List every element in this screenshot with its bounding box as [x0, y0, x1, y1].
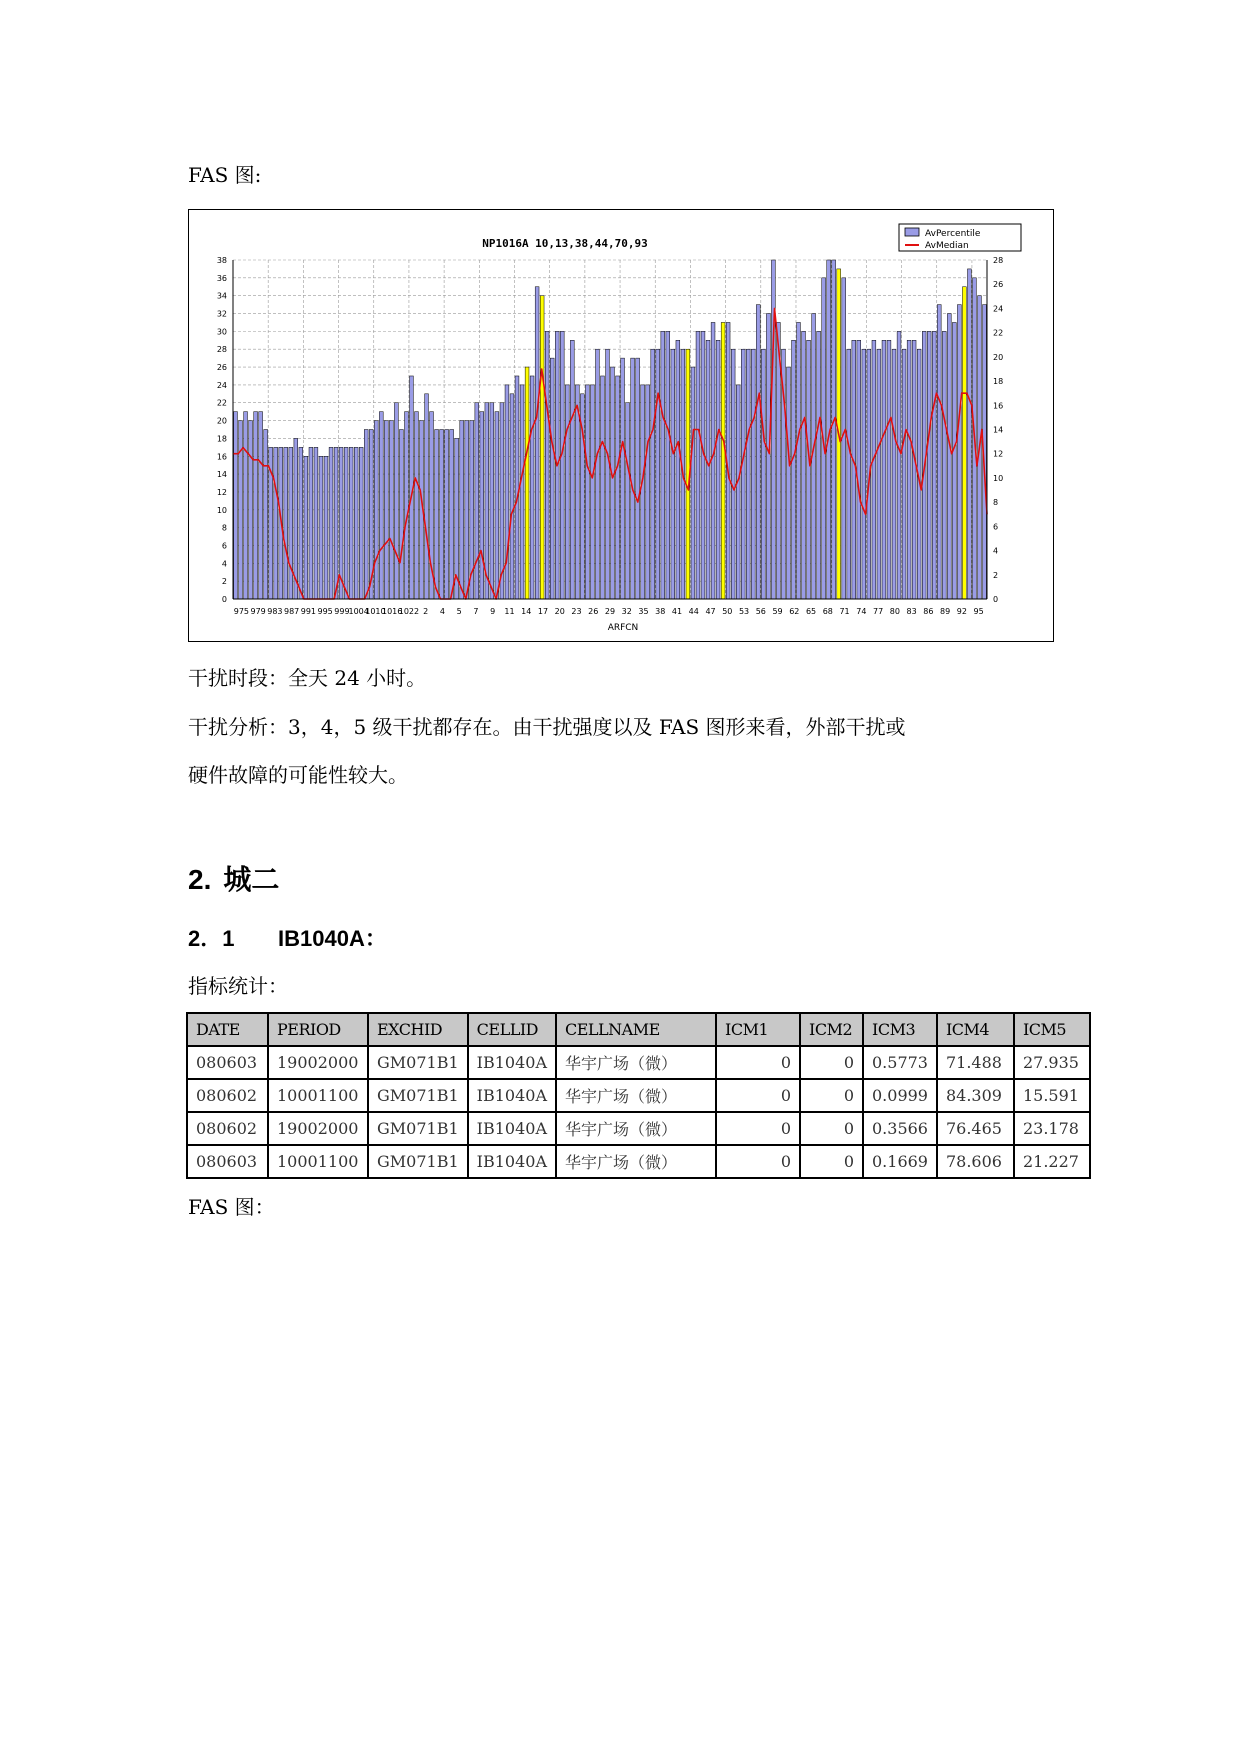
bar	[480, 412, 484, 599]
table-header-row	[187, 1013, 1090, 1046]
bar	[264, 430, 268, 600]
x-tick-label: 14	[521, 607, 532, 616]
y-tick-label-left: 10	[216, 505, 227, 515]
fas-chart-svg	[189, 210, 1053, 641]
legend-label-avpercentile: AvPercentile	[925, 229, 981, 239]
y-tick-label-left: 12	[216, 487, 227, 497]
bar	[631, 358, 635, 599]
bar	[802, 331, 806, 599]
y-tick-label-right: 28	[993, 256, 1004, 265]
x-tick-label: 7	[473, 607, 479, 616]
table-row	[187, 1112, 1090, 1145]
y-tick-label-left: 18	[216, 434, 227, 444]
cell-date: 080602	[187, 1079, 268, 1112]
bar	[530, 376, 534, 599]
bar	[852, 340, 856, 599]
cell-icm3: 0.3566	[863, 1112, 937, 1145]
bar	[535, 287, 539, 599]
x-tick-label: 56	[755, 607, 766, 616]
bar	[435, 430, 439, 600]
bar	[656, 349, 660, 599]
bar	[239, 421, 243, 599]
x-tick-label: 2	[423, 607, 429, 616]
x-tick-label: 17	[537, 607, 549, 616]
bar	[601, 376, 605, 599]
bar	[807, 340, 811, 599]
bar	[641, 385, 645, 599]
bar	[716, 340, 720, 599]
cell-date: 080603	[187, 1046, 268, 1079]
cell-cellid: IB1040A	[468, 1079, 556, 1112]
x-tick-label: 68	[822, 607, 833, 616]
y-tick-label-right: 4	[993, 546, 999, 556]
bar	[967, 269, 971, 599]
interference-period: 干扰时段：全天 24 小时。	[188, 666, 427, 690]
bar	[761, 349, 765, 599]
legend-swatch-avpercentile	[905, 228, 919, 236]
bar	[626, 403, 630, 599]
x-tick-label: 71	[839, 607, 850, 616]
col-header-icm4: ICM4	[937, 1013, 1014, 1046]
x-tick-label: 89	[940, 607, 951, 616]
chart-title: NP1016A 10,13,38,44,70,93	[482, 237, 648, 250]
bar	[756, 305, 760, 599]
cell-cellname: 华宇广场（微）	[556, 1046, 716, 1079]
bar	[274, 447, 278, 599]
x-tick-label: 29	[604, 607, 616, 616]
bar	[505, 385, 509, 599]
bar	[706, 340, 710, 599]
bar	[565, 385, 569, 599]
bar	[399, 430, 403, 600]
y-tick-label-left: 36	[216, 273, 227, 283]
bar	[415, 412, 419, 599]
y-tick-label-left: 16	[216, 452, 227, 462]
x-tick-label: 35	[638, 607, 649, 616]
bar	[344, 447, 348, 599]
x-tick-label: 47	[705, 607, 716, 616]
cell-cellid: IB1040A	[468, 1145, 556, 1178]
bar	[736, 385, 740, 599]
cell-icm5: 15.591	[1014, 1079, 1090, 1112]
cell-cellid: IB1040A	[468, 1112, 556, 1145]
y-tick-label-right: 20	[993, 352, 1004, 362]
bar	[460, 421, 464, 599]
y-tick-label-left: 8	[221, 523, 227, 533]
cell-cellname: 华宇广场（微）	[556, 1145, 716, 1178]
x-tick-label: 77	[872, 607, 884, 616]
x-axis-title: ARFCN	[607, 623, 639, 633]
bar	[666, 331, 670, 599]
bar	[394, 403, 398, 599]
y-tick-label-right: 0	[993, 595, 999, 604]
x-tick-label: 5	[456, 607, 462, 616]
bar	[636, 358, 640, 599]
y-tick-label-right: 18	[993, 377, 1004, 387]
bar	[304, 456, 308, 599]
bar	[671, 349, 675, 599]
bar	[927, 331, 931, 599]
cell-period: 19002000	[268, 1046, 368, 1079]
cell-icm3: 0.1669	[863, 1145, 937, 1178]
x-tick-label: 979	[250, 607, 266, 616]
y-tick-label-right: 10	[993, 473, 1004, 483]
bar	[475, 403, 479, 599]
bar	[621, 358, 625, 599]
bar	[711, 322, 715, 599]
x-tick-label: 50	[722, 607, 733, 616]
x-tick-label: 62	[789, 607, 800, 616]
y-tick-label-left: 2	[221, 577, 227, 587]
col-header-cellid: CELLID	[468, 1013, 556, 1046]
bar	[907, 340, 911, 599]
bar	[596, 349, 600, 599]
col-header-period: PERIOD	[268, 1013, 368, 1046]
y-tick-label-right: 22	[993, 328, 1004, 338]
bar	[440, 430, 444, 600]
bar	[515, 376, 519, 599]
y-tick-label-right: 2	[993, 570, 999, 580]
cell-exchid: GM071B1	[368, 1079, 468, 1112]
bar	[364, 430, 368, 600]
x-tick-label: 83	[906, 607, 917, 616]
y-tick-label-left: 38	[216, 256, 227, 265]
interference-analysis-line-1: 干扰分析：3，4，5 级干扰都存在。由干扰强度以及 FAS 图形来看，外部干扰或	[188, 715, 906, 739]
col-header-exchid: EXCHID	[368, 1013, 468, 1046]
stats-label: 指标统计：	[188, 974, 288, 998]
cell-icm4: 76.465	[937, 1112, 1014, 1145]
section-title: 城二	[223, 864, 280, 895]
x-tick-label: 32	[621, 607, 632, 616]
y-tick-label-right: 8	[993, 498, 999, 508]
bar	[244, 412, 248, 599]
bar	[741, 349, 745, 599]
cell-icm2: 0	[800, 1079, 863, 1112]
cell-date: 080602	[187, 1112, 268, 1145]
section-number: 2.	[188, 864, 212, 895]
y-tick-label-left: 4	[221, 559, 227, 569]
col-header-icm5: ICM5	[1014, 1013, 1090, 1046]
y-tick-label-right: 6	[993, 522, 999, 532]
bar	[560, 331, 564, 599]
cell-icm2: 0	[800, 1112, 863, 1145]
cell-icm4: 71.488	[937, 1046, 1014, 1079]
bar	[651, 349, 655, 599]
x-tick-label: 59	[772, 607, 783, 616]
bar	[611, 367, 615, 599]
bar	[249, 421, 253, 599]
bar	[354, 447, 358, 599]
bar	[359, 447, 363, 599]
x-tick-label: 995	[317, 607, 333, 616]
bar	[379, 412, 383, 599]
x-tick-label: 999	[334, 607, 350, 616]
bar	[751, 349, 755, 599]
legend-label-avmedian: AvMedian	[925, 241, 969, 251]
bar	[334, 447, 338, 599]
bar	[892, 349, 896, 599]
x-tick-label: 1004	[348, 607, 369, 616]
subsection-heading	[188, 924, 387, 954]
bar	[254, 412, 258, 599]
cell-cellname: 华宇广场（微）	[556, 1079, 716, 1112]
cell-icm5: 23.178	[1014, 1112, 1090, 1145]
fas-chart	[188, 209, 1054, 642]
bar	[646, 385, 650, 599]
bar	[234, 412, 238, 599]
cell-icm4: 84.309	[937, 1079, 1014, 1112]
bar	[897, 331, 901, 599]
fas-figure-label: FAS 图:	[188, 163, 262, 187]
bar	[696, 331, 700, 599]
bar	[445, 430, 449, 600]
cell-date: 080603	[187, 1145, 268, 1178]
bar	[389, 421, 393, 599]
subsection-number: 2．1	[188, 926, 235, 951]
cell-icm4: 78.606	[937, 1145, 1014, 1178]
x-tick-label: 23	[571, 607, 582, 616]
x-tick-label: 1016	[381, 607, 403, 616]
bar	[450, 430, 454, 600]
bar	[299, 447, 303, 599]
bar	[691, 367, 695, 599]
y-tick-label-left: 20	[216, 416, 227, 426]
y-tick-label-left: 30	[216, 327, 227, 337]
bar	[590, 385, 594, 599]
bar	[912, 340, 916, 599]
bar	[585, 385, 589, 599]
bar	[887, 340, 891, 599]
bar	[862, 349, 866, 599]
cell-cellid: IB1040A	[468, 1046, 556, 1079]
bar	[384, 421, 388, 599]
bar	[746, 349, 750, 599]
x-tick-label: 95	[973, 607, 984, 616]
section-heading	[188, 862, 279, 898]
y-tick-label-left: 22	[216, 398, 227, 408]
cell-icm1: 0	[716, 1112, 800, 1145]
x-tick-label: 4	[439, 607, 445, 616]
bar	[877, 349, 881, 599]
bar	[490, 403, 494, 599]
bar	[942, 331, 946, 599]
bar	[324, 456, 328, 599]
subsection-title: IB1040A：	[278, 926, 387, 951]
cell-period: 10001100	[268, 1145, 368, 1178]
bar	[510, 394, 514, 599]
x-tick-label: 983	[267, 607, 283, 616]
y-tick-label-right: 14	[993, 425, 1004, 435]
y-tick-label-left: 24	[216, 380, 227, 390]
col-header-icm3: ICM3	[863, 1013, 937, 1046]
cell-icm3: 0.0999	[863, 1079, 937, 1112]
bar	[882, 340, 886, 599]
x-tick-label: 9	[490, 607, 496, 616]
x-tick-label: 65	[805, 607, 817, 616]
bar	[289, 447, 293, 599]
bar	[425, 394, 429, 599]
x-tick-label: 86	[923, 607, 934, 616]
bar	[676, 340, 680, 599]
x-tick-label: 987	[284, 607, 300, 616]
y-tick-label-left: 6	[221, 541, 227, 551]
y-tick-label-right: 12	[993, 449, 1004, 459]
bar	[701, 331, 705, 599]
bar-highlight	[540, 296, 544, 599]
bar	[616, 376, 620, 599]
col-header-cellname: CELLNAME	[556, 1013, 716, 1046]
y-tick-label-right: 16	[993, 401, 1004, 411]
table-row	[187, 1079, 1090, 1112]
bar	[259, 412, 263, 599]
cell-cellname: 华宇广场（微）	[556, 1112, 716, 1145]
cell-icm1: 0	[716, 1145, 800, 1178]
cell-icm1: 0	[716, 1079, 800, 1112]
cell-icm2: 0	[800, 1145, 863, 1178]
bar	[545, 331, 549, 599]
bar	[932, 331, 936, 599]
y-tick-label-right: 26	[993, 280, 1004, 290]
cell-exchid: GM071B1	[368, 1145, 468, 1178]
bar	[766, 314, 770, 599]
bar	[857, 340, 861, 599]
y-tick-label-left: 14	[216, 470, 227, 480]
bar	[817, 331, 821, 599]
bar	[957, 305, 961, 599]
col-header-icm2: ICM2	[800, 1013, 863, 1046]
x-tick-label: 41	[671, 607, 683, 616]
y-tick-label-left: 32	[216, 309, 227, 319]
bar	[495, 412, 499, 599]
x-tick-label: 80	[889, 607, 900, 616]
bar	[872, 340, 876, 599]
bar	[661, 331, 665, 599]
stats-table	[186, 1012, 1091, 1179]
bar	[374, 421, 378, 599]
x-tick-label: 53	[738, 607, 750, 616]
bar-highlight	[962, 287, 966, 599]
cell-icm1: 0	[716, 1046, 800, 1079]
cell-period: 10001100	[268, 1079, 368, 1112]
bar	[550, 358, 554, 599]
bar	[314, 447, 318, 599]
cell-period: 19002000	[268, 1112, 368, 1145]
x-tick-label: 11	[504, 607, 515, 616]
bar-highlight	[525, 367, 529, 599]
bar	[309, 447, 313, 599]
interference-analysis-line-2: 硬件故障的可能性较大。	[188, 763, 408, 787]
bar	[847, 349, 851, 599]
col-header-icm1: ICM1	[716, 1013, 800, 1046]
bar	[947, 314, 951, 599]
y-tick-label-left: 26	[216, 363, 227, 373]
cell-exchid: GM071B1	[368, 1112, 468, 1145]
x-tick-label: 1010	[365, 607, 386, 616]
bar	[787, 367, 791, 599]
cell-icm3: 0.5773	[863, 1046, 937, 1079]
bar	[575, 385, 579, 599]
cell-exchid: GM071B1	[368, 1046, 468, 1079]
chart-bars	[234, 260, 987, 599]
y-tick-label-left: 0	[221, 595, 227, 604]
fas-figure-label-2: FAS 图：	[188, 1195, 275, 1219]
x-tick-label: 44	[688, 607, 699, 616]
bar	[832, 260, 836, 599]
table-row	[187, 1046, 1090, 1079]
bar	[902, 349, 906, 599]
bar	[797, 322, 801, 599]
y-tick-label-right: 24	[993, 304, 1004, 314]
bar	[731, 349, 735, 599]
bar	[792, 340, 796, 599]
x-tick-label: 20	[554, 607, 565, 616]
y-tick-label-left: 28	[216, 345, 227, 355]
chart-legend	[899, 224, 1021, 251]
bar	[952, 322, 956, 599]
bar	[319, 456, 323, 599]
x-tick-label: 991	[300, 607, 317, 616]
x-tick-label: 92	[956, 607, 967, 616]
bar	[329, 447, 333, 599]
table-row	[187, 1145, 1090, 1178]
x-tick-label: 38	[655, 607, 666, 616]
x-tick-label: 975	[233, 607, 250, 616]
col-header-date: DATE	[187, 1013, 268, 1046]
bar	[570, 340, 574, 599]
cell-icm5: 27.935	[1014, 1046, 1090, 1079]
bar	[465, 421, 469, 599]
bar	[937, 305, 941, 599]
bar	[606, 349, 610, 599]
x-tick-label: 26	[588, 607, 599, 616]
bar-highlight	[721, 322, 725, 599]
cell-icm5: 21.227	[1014, 1145, 1090, 1178]
bar	[405, 412, 409, 599]
bar	[520, 385, 524, 599]
cell-icm2: 0	[800, 1046, 863, 1079]
x-tick-label: 1022	[398, 607, 420, 616]
bar	[284, 447, 288, 599]
y-tick-label-left: 34	[216, 291, 227, 301]
bar	[349, 447, 353, 599]
x-tick-label: 74	[856, 607, 867, 616]
